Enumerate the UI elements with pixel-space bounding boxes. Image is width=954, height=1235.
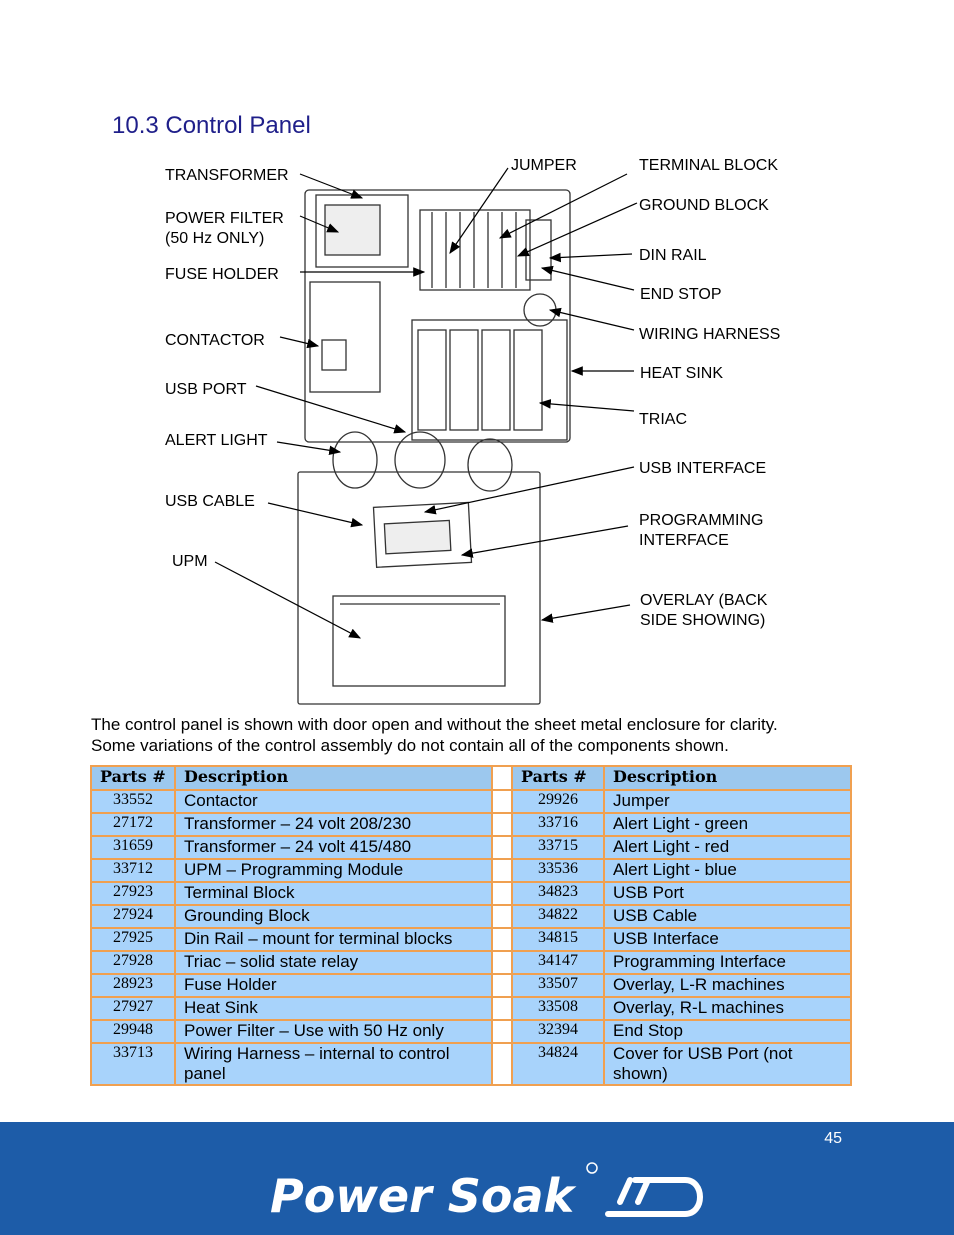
table-row [91, 790, 851, 813]
table-row [91, 836, 851, 859]
label-end-stop: END STOP [640, 286, 722, 303]
part-number: 34147 [512, 951, 604, 974]
part-description: Power Filter – Use with 50 Hz only [175, 1020, 492, 1043]
part-description: Grounding Block [175, 905, 492, 928]
label-power-filter-note: (50 Hz ONLY) [165, 230, 265, 247]
gap-cell [492, 928, 512, 951]
part-number: 33552 [91, 790, 175, 813]
table-row [91, 859, 851, 882]
header-gap [492, 766, 512, 790]
gap-cell [492, 974, 512, 997]
label-overlay: OVERLAY (BACK [640, 592, 768, 609]
gap-cell [492, 836, 512, 859]
label-din-rail: DIN RAIL [639, 247, 707, 264]
part-description: Fuse Holder [175, 974, 492, 997]
label-usb-port: USB PORT [165, 381, 247, 398]
label-power-filter: POWER FILTER [165, 210, 284, 227]
table-row [91, 882, 851, 905]
table-row [91, 951, 851, 974]
part-description: Overlay, R-L machines [604, 997, 851, 1020]
gap-cell [492, 813, 512, 836]
part-number: 27928 [91, 951, 175, 974]
part-number: 34824 [512, 1043, 604, 1085]
label-programming-interface: PROGRAMMING [639, 512, 764, 529]
gap-cell [492, 905, 512, 928]
header-parts: Parts # [512, 766, 604, 790]
section-title: 10.3 Control Panel [112, 112, 311, 139]
part-description: Overlay, L-R machines [604, 974, 851, 997]
caption-line-2: Some variations of the control assembly do not contain all of the components shown. [91, 736, 729, 755]
part-description: Din Rail – mount for terminal blocks [175, 928, 492, 951]
part-number: 33712 [91, 859, 175, 882]
part-description: Terminal Block [175, 882, 492, 905]
table-header-row [91, 766, 851, 790]
table-row [91, 905, 851, 928]
part-number: 27172 [91, 813, 175, 836]
part-number: 33508 [512, 997, 604, 1020]
part-number: 27925 [91, 928, 175, 951]
page-number: 45 [824, 1130, 842, 1147]
part-number: 33716 [512, 813, 604, 836]
part-number: 34815 [512, 928, 604, 951]
label-programming-interface-2: INTERFACE [639, 532, 729, 549]
part-description: Cover for USB Port (not shown) [604, 1043, 851, 1085]
part-description: End Stop [604, 1020, 851, 1043]
table-row [91, 813, 851, 836]
table-row [91, 928, 851, 951]
part-number: 34823 [512, 882, 604, 905]
part-number: 27924 [91, 905, 175, 928]
footer-bar [0, 1122, 954, 1235]
power-soak-logo [270, 1154, 710, 1224]
label-transformer: TRANSFORMER [165, 167, 289, 184]
part-description: Alert Light - green [604, 813, 851, 836]
part-number: 33713 [91, 1043, 175, 1085]
part-description: Heat Sink [175, 997, 492, 1020]
control-panel-diagram [0, 140, 954, 710]
gap-cell [492, 790, 512, 813]
label-triac: TRIAC [639, 411, 687, 428]
parts-table [90, 765, 852, 1086]
part-number: 29948 [91, 1020, 175, 1043]
label-jumper: JUMPER [511, 157, 577, 174]
label-wiring-harness: WIRING HARNESS [639, 326, 781, 343]
part-description: Programming Interface [604, 951, 851, 974]
part-description: Transformer – 24 volt 415/480 [175, 836, 492, 859]
gap-cell [492, 882, 512, 905]
table-row [91, 1020, 851, 1043]
part-number: 33536 [512, 859, 604, 882]
table-row [91, 1043, 851, 1085]
header-description: Description [175, 766, 492, 790]
part-number: 32394 [512, 1020, 604, 1043]
part-description: Alert Light - red [604, 836, 851, 859]
leader-lines [215, 168, 637, 638]
label-fuse-holder: FUSE HOLDER [165, 266, 279, 283]
part-description: Alert Light - blue [604, 859, 851, 882]
part-number: 29926 [512, 790, 604, 813]
part-description: USB Cable [604, 905, 851, 928]
label-ground-block: GROUND BLOCK [639, 197, 769, 214]
part-description: Contactor [175, 790, 492, 813]
label-upm: UPM [172, 553, 208, 570]
label-usb-cable: USB CABLE [165, 493, 255, 510]
label-usb-interface: USB INTERFACE [639, 460, 767, 477]
label-heat-sink: HEAT SINK [640, 365, 723, 382]
brand-text: Power Soak [270, 1169, 575, 1223]
header-description: Description [604, 766, 851, 790]
part-description: USB Interface [604, 928, 851, 951]
part-description: UPM – Programming Module [175, 859, 492, 882]
part-number: 31659 [91, 836, 175, 859]
part-number: 33715 [512, 836, 604, 859]
part-description: Triac – solid state relay [175, 951, 492, 974]
part-description: USB Port [604, 882, 851, 905]
table-row [91, 974, 851, 997]
part-number: 27927 [91, 997, 175, 1020]
label-terminal-block: TERMINAL BLOCK [639, 157, 778, 174]
part-number: 27923 [91, 882, 175, 905]
header-parts: Parts # [91, 766, 175, 790]
label-overlay-2: SIDE SHOWING) [640, 612, 766, 629]
gap-cell [492, 1043, 512, 1085]
gap-cell [492, 1020, 512, 1043]
gap-cell [492, 859, 512, 882]
label-contactor: CONTACTOR [165, 332, 265, 349]
gap-cell [492, 997, 512, 1020]
part-number: 34822 [512, 905, 604, 928]
part-number: 28923 [91, 974, 175, 997]
part-description: Jumper [604, 790, 851, 813]
part-number: 33507 [512, 974, 604, 997]
part-description: Wiring Harness – internal to control panel [175, 1043, 492, 1085]
caption-line-1: The control panel is shown with door open and without the sheet metal enclosure for clarity. [91, 715, 778, 734]
label-alert-light: ALERT LIGHT [165, 432, 268, 449]
table-row [91, 997, 851, 1020]
gap-cell [492, 951, 512, 974]
part-description: Transformer – 24 volt 208/230 [175, 813, 492, 836]
